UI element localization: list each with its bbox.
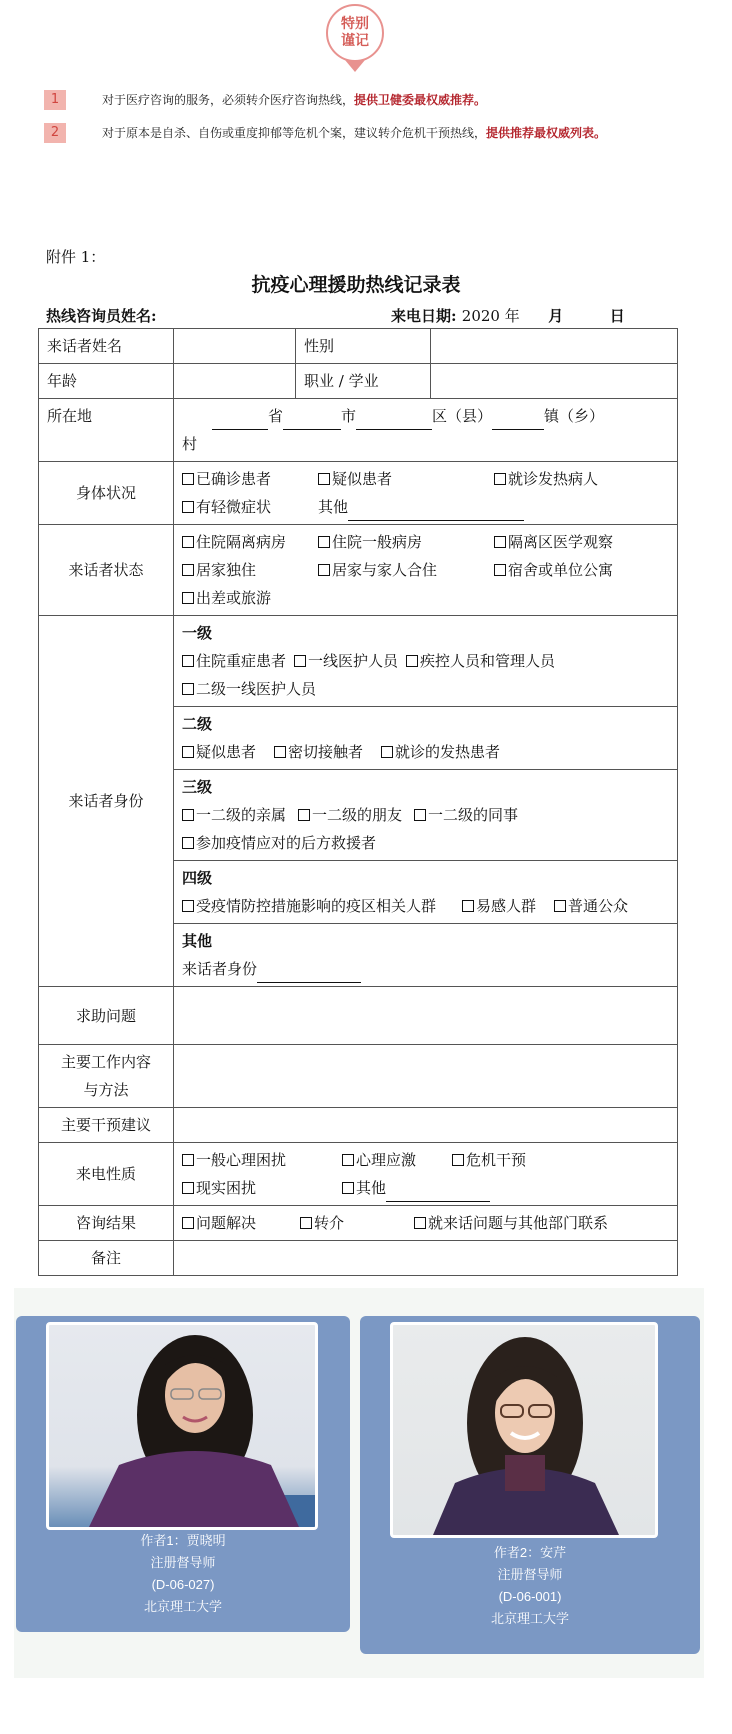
checkbox-icon bbox=[452, 1154, 464, 1166]
checkbox-icon bbox=[294, 655, 306, 667]
status-option[interactable]: 居家独住 bbox=[182, 556, 300, 584]
identity-option[interactable]: 一线医护人员 bbox=[294, 647, 398, 675]
help-field[interactable] bbox=[174, 987, 678, 1045]
identity-option[interactable]: 一二级的亲属 bbox=[182, 801, 286, 829]
identity-option[interactable]: 一二级的朋友 bbox=[298, 801, 402, 829]
level-name: 三级 bbox=[182, 778, 213, 796]
identity-level-4 bbox=[174, 861, 678, 924]
identity-option[interactable]: 疑似患者 bbox=[182, 738, 256, 766]
checkbox-icon bbox=[182, 837, 194, 849]
health-other[interactable]: 其他 bbox=[318, 493, 524, 521]
remark-field[interactable] bbox=[174, 1241, 678, 1276]
checkbox-icon bbox=[342, 1182, 354, 1194]
help-label: 求助问题 bbox=[39, 987, 174, 1045]
author-1-caption bbox=[16, 1530, 350, 1618]
gender-label: 性别 bbox=[296, 329, 431, 364]
loc-village: 村 bbox=[182, 435, 198, 453]
author-org: 北京理工大学 bbox=[490, 1611, 569, 1626]
author-id: (D-06-001) bbox=[498, 1589, 562, 1604]
record-table bbox=[38, 328, 678, 1276]
health-option[interactable]: 有轻微症状 bbox=[182, 493, 300, 521]
health-option[interactable]: 就诊发热病人 bbox=[494, 465, 598, 493]
checkbox-icon bbox=[381, 746, 393, 758]
identity-option[interactable]: 易感人群 bbox=[462, 892, 536, 920]
status-option[interactable]: 住院隔离病房 bbox=[182, 528, 300, 556]
checkbox-icon bbox=[182, 746, 194, 758]
portrait-icon bbox=[49, 1325, 315, 1527]
result-option[interactable]: 问题解决 bbox=[182, 1209, 282, 1237]
checkbox-icon bbox=[494, 536, 506, 548]
level-name: 四级 bbox=[182, 869, 213, 887]
checkbox-icon bbox=[298, 809, 310, 821]
checkbox-icon bbox=[182, 809, 194, 821]
level-name: 二级 bbox=[182, 715, 213, 733]
identity-option[interactable]: 住院重症患者 bbox=[182, 647, 286, 675]
counselor-label: 热线咨询员姓名: bbox=[46, 307, 157, 325]
badge-pointer bbox=[345, 60, 365, 72]
age-field[interactable] bbox=[174, 364, 296, 399]
badge-line-2: 谨记 bbox=[341, 33, 369, 49]
occupation-field[interactable] bbox=[431, 364, 678, 399]
identity-option[interactable]: 参加疫情应对的后方救援者 bbox=[182, 829, 376, 857]
author-card bbox=[16, 1316, 350, 1632]
identity-option[interactable]: 受疫情防控措施影响的疫区相关人群 bbox=[182, 892, 436, 920]
identity-label: 来话者身份 bbox=[39, 616, 174, 987]
special-note-badge bbox=[326, 4, 384, 62]
checkbox-icon bbox=[182, 592, 194, 604]
date-day: 日 bbox=[609, 307, 625, 325]
checkbox-icon bbox=[462, 900, 474, 912]
level-name: 其他 bbox=[182, 932, 213, 950]
status-label: 来话者状态 bbox=[39, 525, 174, 616]
status-option[interactable]: 隔离区医学观察 bbox=[494, 528, 613, 556]
checkbox-icon bbox=[414, 809, 426, 821]
note-number: 1 bbox=[44, 90, 66, 110]
result-option[interactable]: 就来话问题与其他部门联系 bbox=[414, 1209, 608, 1237]
age-label: 年龄 bbox=[39, 364, 174, 399]
author-1-photo bbox=[46, 1322, 318, 1530]
nature-option[interactable]: 现实困扰 bbox=[182, 1174, 324, 1202]
identity-option[interactable]: 普通公众 bbox=[554, 892, 628, 920]
checkbox-icon bbox=[554, 900, 566, 912]
note-highlight: 提供推荐最权威列表。 bbox=[486, 126, 607, 140]
portrait-icon bbox=[393, 1325, 655, 1535]
checkbox-icon bbox=[182, 501, 194, 513]
note-number: 2 bbox=[44, 123, 66, 143]
call-date bbox=[391, 305, 625, 326]
author-2-photo bbox=[390, 1322, 658, 1538]
note-text: 对于医疗咨询的服务，必须转介医疗咨询热线， bbox=[102, 93, 355, 107]
health-label: 身体状况 bbox=[39, 462, 174, 525]
nature-option[interactable]: 一般心理困扰 bbox=[182, 1146, 324, 1174]
identity-option[interactable]: 疾控人员和管理人员 bbox=[406, 647, 555, 675]
checkbox-icon bbox=[300, 1217, 312, 1229]
annex-label: 附件 1： bbox=[46, 248, 106, 266]
remark-label: 备注 bbox=[39, 1241, 174, 1276]
nature-option[interactable]: 心理应激 bbox=[342, 1146, 434, 1174]
checkbox-icon bbox=[182, 655, 194, 667]
checkbox-icon bbox=[182, 1154, 194, 1166]
author-title: 作者1：贾晓明 bbox=[140, 1533, 226, 1548]
author-org: 北京理工大学 bbox=[143, 1599, 222, 1614]
note-text: 对于原本是自杀、自伤或重度抑郁等危机个案，建议转介危机干预热线， bbox=[102, 126, 487, 140]
caller-name-field[interactable] bbox=[174, 329, 296, 364]
status-option[interactable]: 居家与家人合住 bbox=[318, 556, 476, 584]
identity-option[interactable]: 一二级的同事 bbox=[414, 801, 518, 829]
author-2-caption bbox=[360, 1542, 700, 1630]
level-name: 一级 bbox=[182, 624, 213, 642]
checkbox-icon bbox=[406, 655, 418, 667]
checkbox-icon bbox=[182, 536, 194, 548]
checkbox-icon bbox=[182, 473, 194, 485]
badge-line-1: 特别 bbox=[341, 16, 369, 32]
suggest-field[interactable] bbox=[174, 1108, 678, 1143]
loc-district: 区（县） bbox=[432, 407, 493, 425]
occupation-label: 职业 / 学业 bbox=[296, 364, 431, 399]
status-option[interactable]: 出差或旅游 bbox=[182, 584, 271, 612]
loc-town: 镇（乡） bbox=[544, 407, 605, 425]
authors-section bbox=[14, 1288, 704, 1678]
identity-level-2 bbox=[174, 707, 678, 770]
author-role: 注册督导师 bbox=[497, 1567, 563, 1582]
checkbox-icon bbox=[342, 1154, 354, 1166]
author-card bbox=[360, 1316, 700, 1654]
identity-level-1 bbox=[174, 616, 678, 707]
checkbox-icon bbox=[318, 564, 330, 576]
date-year: 2020 年 bbox=[461, 307, 520, 325]
date-label: 来电日期: bbox=[391, 307, 457, 325]
location-field[interactable] bbox=[174, 399, 678, 462]
suggest-label: 主要干预建议 bbox=[39, 1108, 174, 1143]
checkbox-icon bbox=[318, 536, 330, 548]
identity-other bbox=[174, 924, 678, 987]
identity-option[interactable]: 二级一线医护人员 bbox=[182, 675, 316, 703]
status-option[interactable]: 宿舍或单位公寓 bbox=[494, 556, 613, 584]
author-id: (D-06-027) bbox=[151, 1577, 215, 1592]
checkbox-icon bbox=[414, 1217, 426, 1229]
nature-option[interactable]: 危机干预 bbox=[452, 1146, 526, 1174]
checkbox-icon bbox=[182, 1182, 194, 1194]
author-role: 注册督导师 bbox=[150, 1555, 216, 1570]
checkbox-icon bbox=[318, 473, 330, 485]
result-label: 咨询结果 bbox=[39, 1206, 174, 1241]
note-item bbox=[44, 123, 684, 143]
checkbox-icon bbox=[494, 564, 506, 576]
loc-city: 市 bbox=[341, 407, 357, 425]
checkbox-icon bbox=[494, 473, 506, 485]
nature-label: 来电性质 bbox=[39, 1143, 174, 1206]
checkbox-icon bbox=[182, 900, 194, 912]
status-option[interactable]: 住院一般病房 bbox=[318, 528, 476, 556]
work-field[interactable] bbox=[174, 1045, 678, 1108]
note-highlight: 提供卫健委最权威推荐。 bbox=[354, 93, 487, 107]
checkbox-icon bbox=[274, 746, 286, 758]
checkbox-icon bbox=[182, 1217, 194, 1229]
location-label: 所在地 bbox=[39, 399, 174, 462]
note-item bbox=[44, 90, 684, 110]
checkbox-icon bbox=[182, 683, 194, 695]
caller-name-label: 来话者姓名 bbox=[39, 329, 174, 364]
checkbox-icon bbox=[182, 564, 194, 576]
health-option[interactable]: 已确诊患者 bbox=[182, 465, 300, 493]
nature-other[interactable]: 其他 bbox=[342, 1174, 490, 1202]
health-option[interactable]: 疑似患者 bbox=[318, 465, 476, 493]
gender-field[interactable] bbox=[431, 329, 678, 364]
author-title: 作者2：安芹 bbox=[493, 1545, 567, 1560]
loc-province: 省 bbox=[268, 407, 284, 425]
identity-option[interactable]: 就诊的发热患者 bbox=[381, 738, 500, 766]
form-title: 抗疫心理援助热线记录表 bbox=[251, 274, 461, 296]
date-month: 月 bbox=[548, 307, 564, 325]
identity-level-3 bbox=[174, 770, 678, 861]
work-label: 主要工作内容 与方法 bbox=[39, 1045, 174, 1108]
identity-option[interactable]: 密切接触者 bbox=[274, 738, 363, 766]
result-option[interactable]: 转介 bbox=[300, 1209, 396, 1237]
identity-other-field[interactable]: 来话者身份 bbox=[182, 955, 669, 983]
